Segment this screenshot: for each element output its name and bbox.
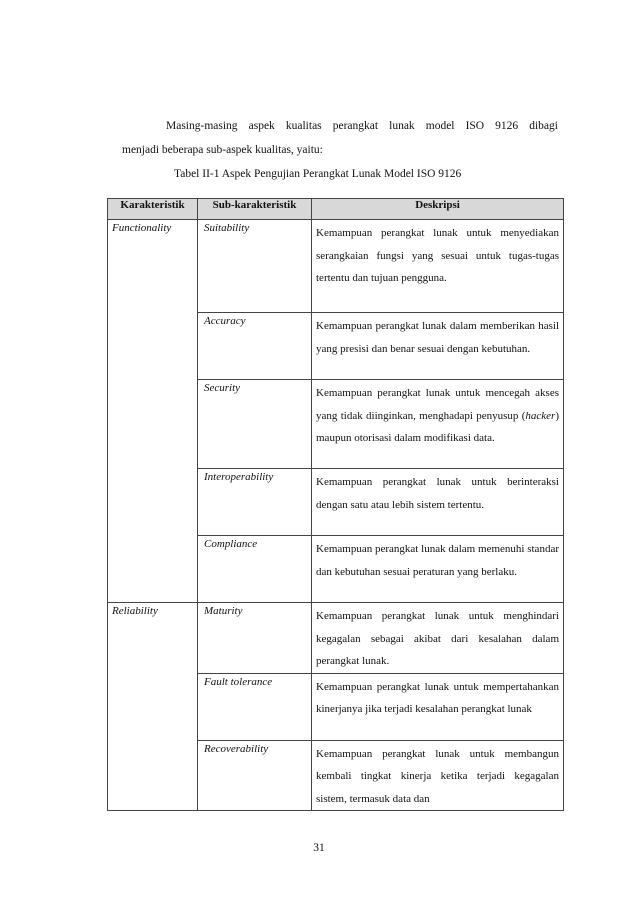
sub-karakteristik-cell: Interoperability — [198, 469, 312, 536]
sub-karakteristik-cell: Maturity — [198, 603, 312, 674]
deskripsi-cell: Kemampuan perangkat lunak untuk berinteraksi dengan satu atau lebih sistem tertentu. — [312, 469, 564, 536]
table-row — [108, 220, 564, 313]
table-row — [108, 603, 564, 674]
karakteristik-cell: Reliability — [108, 603, 198, 811]
intro-paragraph-line-1: Masing-masing aspek kualitas perangkat lunak model ISO 9126 dibagi — [166, 120, 558, 132]
sub-karakteristik-cell: Recoverability — [198, 740, 312, 811]
security-description-pre: Kemampuan perangkat lunak untuk mencegah akses yang tidak diinginkan, menghadapi penyusup ( — [316, 387, 559, 422]
sub-karakteristik-cell: Accuracy — [198, 313, 312, 380]
header-sub-karakteristik: Sub-karakteristik — [198, 199, 312, 220]
intro-paragraph-line-2: menjadi beberapa sub-aspek kualitas, yaitu: — [122, 144, 323, 156]
table-header-row — [108, 199, 564, 220]
sub-karakteristik-cell: Security — [198, 380, 312, 469]
deskripsi-cell: Kemampuan perangkat lunak dalam memberikan hasil yang presisi dan benar sesuai dengan kebutuhan. — [312, 313, 564, 380]
deskripsi-cell: Kemampuan perangkat lunak dalam memenuhi standar dan kebutuhan sesuai peraturan yang berlaku. — [312, 536, 564, 603]
karakteristik-cell: Functionality — [108, 220, 198, 603]
header-karakteristik: Karakteristik — [108, 199, 198, 220]
sub-karakteristik-cell: Compliance — [198, 536, 312, 603]
deskripsi-cell: Kemampuan perangkat lunak untuk membangun kembali tingkat kinerja ketika terjadi kegagalan sistem, termasuk data dan — [312, 740, 564, 811]
sub-karakteristik-cell: Fault tolerance — [198, 673, 312, 740]
sub-karakteristik-cell: Suitability — [198, 220, 312, 313]
deskripsi-cell: Kemampuan perangkat lunak untuk menghindari kegagalan sebagai akibat dari kesalahan dalam perangkat lunak. — [312, 603, 564, 674]
deskripsi-cell: Kemampuan perangkat lunak untuk menyediakan serangkaian fungsi yang sesuai untuk tugas-tugas tertentu dan tujuan pengguna. — [312, 220, 564, 313]
iso-9126-table — [107, 198, 564, 811]
table-caption: Tabel II-1 Aspek Pengujian Perangkat Lunak Model ISO 9126 — [174, 168, 462, 180]
hacker-term: hacker — [525, 409, 556, 422]
deskripsi-cell: Kemampuan perangkat lunak untuk mempertahankan kinerjanya jika terjadi kesalahan perangkat lunak — [312, 673, 564, 740]
deskripsi-cell — [312, 380, 564, 469]
header-deskripsi: Deskripsi — [312, 199, 564, 220]
security-description-post: ) maupun otorisasi dalam modifikasi data. — [316, 409, 559, 444]
page-number: 31 — [313, 842, 325, 854]
